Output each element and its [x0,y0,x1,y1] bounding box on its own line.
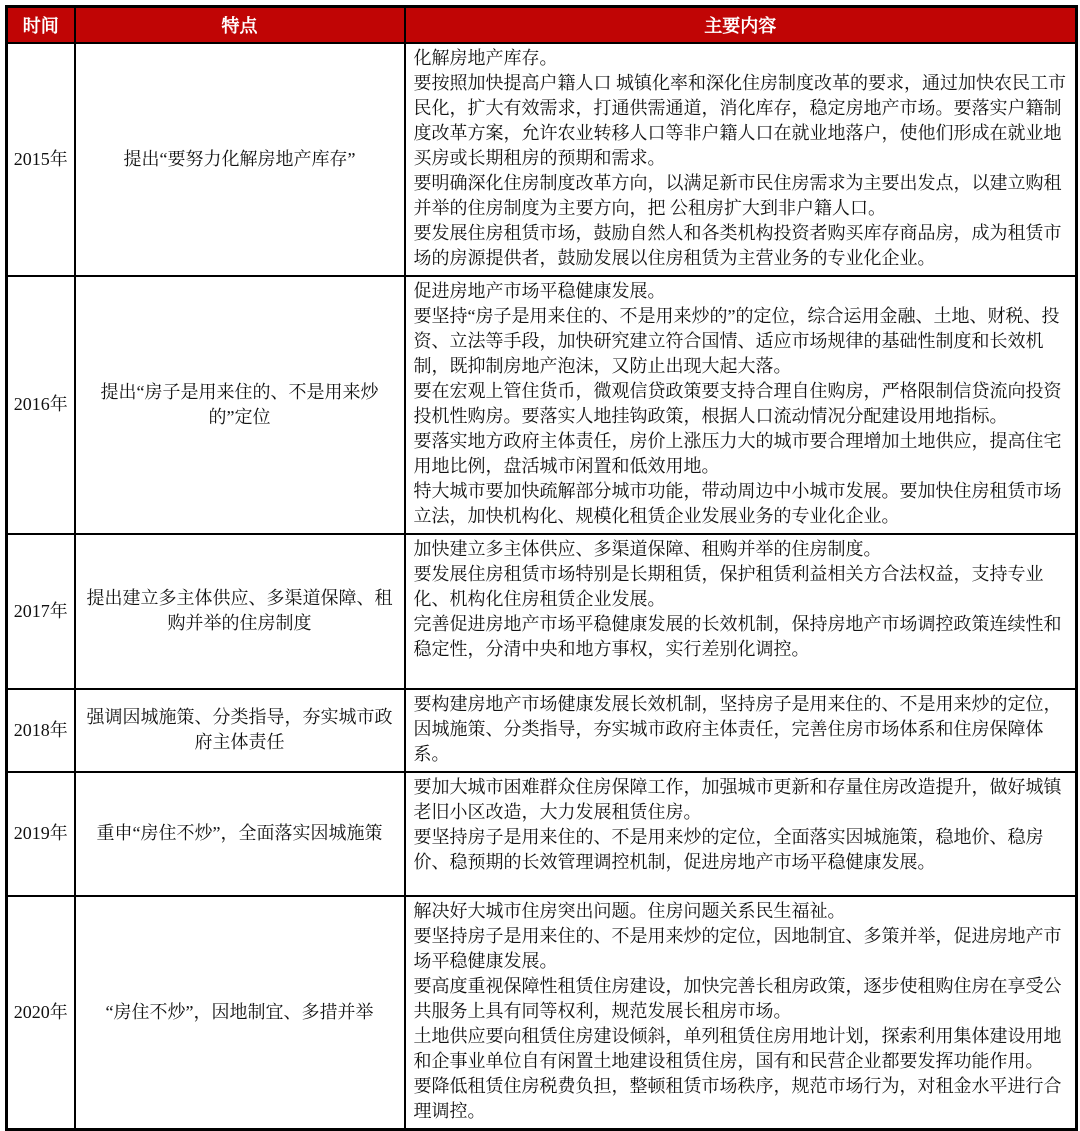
table-row [7,534,1077,689]
feature-cell: “房住不炒”，因地制宜、多措并举 [75,896,405,1130]
content-paragraph: 要高度重视保障性租赁住房建设，加快完善长租房政策，逐步使租购住房在享受公共服务上具有同等权利，规范发展长租房市场。 [413,975,1062,1021]
content-paragraph: 化解房地产库存。 [413,47,558,68]
header-feature: 特点 [75,7,405,43]
content-paragraph: 要在宏观上管住货币，微观信贷政策要支持合理自住购房，严格限制信贷流向投资投机性购房。要落实人地挂钩政策，根据人口流动情况分配建设用地指标。 [413,380,1062,426]
content-paragraph: 加快建立多主体供应、多渠道保障、租购并举的住房制度。 [413,538,882,559]
content-paragraph: 要按照加快提高户籍人口 城镇化率和深化住房制度改革的要求，通过加快农民工市民化，扩大有效需求，打通供需通道，消化库存，稳定房地产市场。要落实户籍制度改革方案，允许农业转移人口等非户籍人口在就业地落户，使他们形成在就业地买房或长期租房的预期和需求。 [413,72,1066,168]
year-cell: 2017年 [7,534,75,689]
content-paragraph: 要坚持房子是用来住的、不是用来炒的定位，全面落实因城施策，稳地价、稳房价、稳预期的长效管理调控机制，促进房地产市场平稳健康发展。 [413,826,1044,872]
content-paragraph: 要降低租赁住房税费负担，整顿租赁市场秩序，规范市场行为，对租金水平进行合理调控。 [413,1075,1062,1121]
content-paragraph: 特大城市要加快疏解部分城市功能，带动周边中小城市发展。要加快住房租赁市场立法，加快机构化、规模化租赁企业发展业务的专业化企业。 [413,480,1062,526]
content-paragraph: 要明确深化住房制度改革方向，以满足新市民住房需求为主要出发点，以建立购租并举的住房制度为主要方向，把 公租房扩大到非户籍人口。 [413,172,1062,218]
content-cell [405,276,1077,534]
feature-cell: 提出“房子是用来住的、不是用来炒的”定位 [75,276,405,534]
content-paragraph: 要加大城市困难群众住房保障工作，加强城市更新和存量住房改造提升，做好城镇老旧小区改造，大力发展租赁住房。 [413,776,1062,822]
feature-cell: 强调因城施策、分类指导，夯实城市政府主体责任 [75,689,405,772]
table-row [7,896,1077,1130]
feature-cell: 重申“房住不炒”，全面落实因城施策 [75,772,405,896]
content-cell [405,43,1077,276]
year-cell: 2019年 [7,772,75,896]
content-paragraph: 解决好大城市住房突出问题。住房问题关系民生福祉。 [413,900,846,921]
content-cell [405,534,1077,689]
table-row [7,43,1077,276]
header-time: 时间 [7,7,75,43]
year-cell: 2015年 [7,43,75,276]
year-cell: 2020年 [7,896,75,1130]
content-paragraph: 完善促进房地产市场平稳健康发展的长效机制，保持房地产市场调控政策连续性和稳定性，分清中央和地方事权，实行差别化调控。 [413,613,1062,659]
table-row [7,772,1077,896]
policy-table-page [5,5,1075,1131]
year-cell: 2018年 [7,689,75,772]
content-paragraph: 要发展住房租赁市场，鼓励自然人和各类机构投资者购买库存商品房，成为租赁市场的房源提供者，鼓励发展以住房租赁为主营业务的专业化企业。 [413,222,1062,268]
content-cell [405,689,1077,772]
content-paragraph: 要坚持房子是用来住的、不是用来炒的定位，因地制宜、多策并举，促进房地产市场平稳健康发展。 [413,925,1062,971]
table-row [7,276,1077,534]
content-paragraph: 要坚持“房子是用来住的、不是用来炒的”的定位，综合运用金融、土地、财税、投资、立法等手段，加快研究建立符合国情、适应市场规律的基础性制度和长效机制，既抑制房地产泡沫，又防止出现大起大落。 [413,305,1060,376]
content-paragraph: 要发展住房租赁市场特别是长期租赁，保护租赁利益相关方合法权益，支持专业化、机构化住房租赁企业发展。 [413,563,1044,609]
table-row [7,689,1077,772]
year-cell: 2016年 [7,276,75,534]
content-paragraph: 土地供应要向租赁住房建设倾斜，单列租赁住房用地计划，探索利用集体建设用地和企事业单位自有闲置土地建设租赁住房，国有和民营企业都要发挥功能作用。 [413,1025,1062,1071]
feature-cell: 提出“要努力化解房地产库存” [75,43,405,276]
content-paragraph: 促进房地产市场平稳健康发展。 [413,280,666,301]
table-header-row [7,7,1077,43]
content-cell [405,772,1077,896]
content-paragraph: 要落实地方政府主体责任，房价上涨压力大的城市要合理增加土地供应，提高住宅用地比例，盘活城市闲置和低效用地。 [413,430,1062,476]
header-main-content: 主要内容 [405,7,1077,43]
content-cell [405,896,1077,1130]
housing-policy-table [5,5,1078,1131]
content-paragraph: 要构建房地产市场健康发展长效机制，坚持房子是用来住的、不是用来炒的定位，因城施策、分类指导，夯实城市政府主体责任，完善住房市场体系和住房保障体系。 [413,693,1062,764]
feature-cell: 提出建立多主体供应、多渠道保障、租购并举的住房制度 [75,534,405,689]
